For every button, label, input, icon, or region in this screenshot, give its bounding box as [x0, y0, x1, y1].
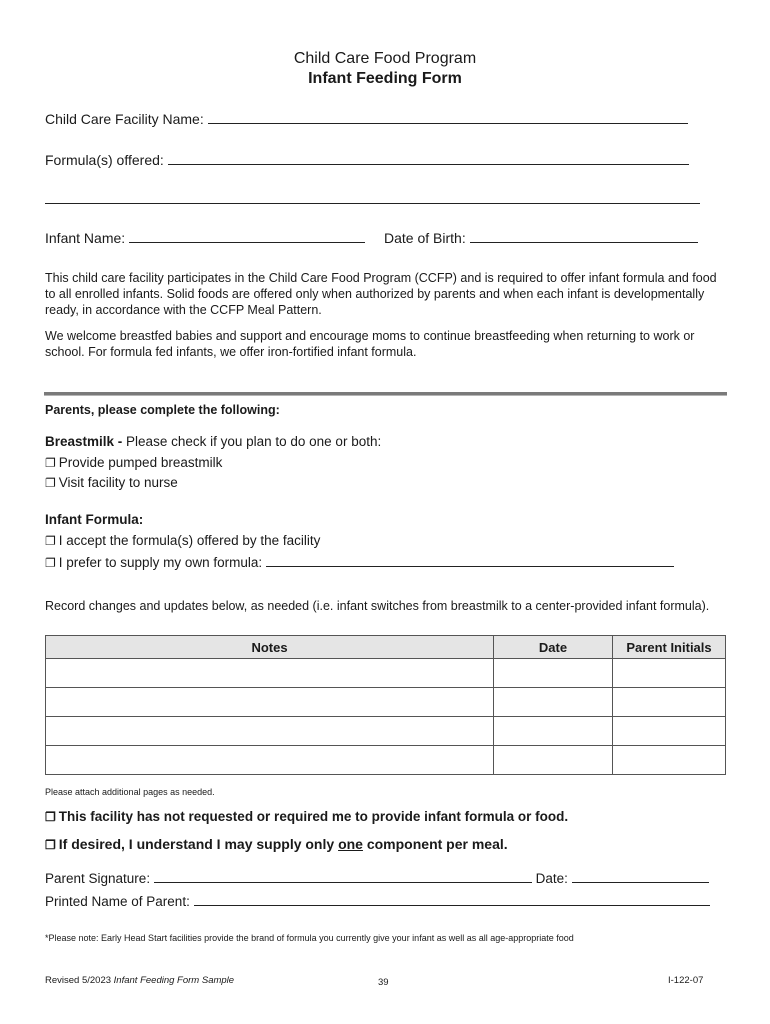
checkbox-icon[interactable]: ❐: [45, 556, 56, 570]
printed-name-blank[interactable]: [194, 892, 710, 906]
date-of-birth-field[interactable]: [384, 229, 698, 246]
date-cell[interactable]: [494, 688, 613, 717]
option-label: I prefer to supply my own formula:: [58, 555, 263, 570]
facility-name-field[interactable]: [45, 110, 688, 127]
initials-cell[interactable]: [613, 746, 726, 775]
formula-offered-blank-2[interactable]: [45, 190, 700, 204]
signature-date-label: Date:: [535, 871, 568, 886]
checkbox-icon[interactable]: ❐: [45, 534, 56, 548]
parent-signature-field[interactable]: [45, 869, 709, 886]
date-of-birth-label: Date of Birth:: [384, 230, 466, 246]
revision-date: Revised 5/2023: [45, 975, 112, 986]
table-header-row: [46, 636, 726, 659]
page-number: 39: [378, 977, 389, 988]
date-cell[interactable]: [494, 659, 613, 688]
footer-revision: [45, 975, 234, 986]
column-header-parent-initials: Parent Initials: [613, 636, 726, 659]
section-divider: [44, 392, 727, 396]
infant-formula-heading: Infant Formula:: [45, 512, 144, 527]
initials-cell[interactable]: [613, 659, 726, 688]
breastmilk-line: [45, 434, 381, 449]
option-pumped-breastmilk[interactable]: [45, 455, 222, 470]
head-start-note: *Please note: Early Head Start facilities provide the brand of formula you currently give your infant as well as all age-appropriate food: [45, 933, 574, 943]
attach-pages-note: Please attach additional pages as needed.: [45, 787, 215, 797]
form-sample-name: Infant Feeding Form Sample: [111, 975, 235, 986]
breastmilk-instruction: Please check if you plan to do one or both:: [122, 434, 382, 449]
notes-cell[interactable]: [46, 688, 494, 717]
notes-cell[interactable]: [46, 659, 494, 688]
option-supply-own-formula[interactable]: [45, 553, 674, 570]
own-formula-blank[interactable]: [266, 553, 674, 567]
table-row: [46, 717, 726, 746]
facility-name-label: Child Care Facility Name:: [45, 111, 204, 127]
statement-label: This facility has not requested or required me to provide infant formula or food.: [58, 809, 569, 824]
notes-cell[interactable]: [46, 746, 494, 775]
one-component-statement[interactable]: [45, 836, 508, 852]
statement-emphasis: one: [338, 836, 363, 852]
option-visit-to-nurse[interactable]: [45, 475, 178, 490]
infant-name-blank[interactable]: [129, 229, 365, 243]
changes-table: [45, 635, 726, 775]
infant-name-label: Infant Name:: [45, 230, 126, 246]
option-label: Provide pumped breastmilk: [58, 455, 223, 470]
formula-offered-label: Formula(s) offered:: [45, 152, 164, 168]
checkbox-icon[interactable]: ❐: [45, 476, 56, 490]
checkbox-icon[interactable]: ❐: [45, 810, 56, 824]
parent-signature-label: Parent Signature:: [45, 871, 151, 886]
intro-paragraph-2: We welcome breastfed babies and support and encourage moms to continue breastfeeding when returning to work or school. For formula fed infants, we offer iron-fortified infant formula.: [45, 329, 695, 359]
column-header-notes: Notes: [46, 636, 494, 659]
formula-offered-continued[interactable]: [45, 190, 700, 207]
printed-name-field[interactable]: [45, 892, 710, 909]
changes-intro: Record changes and updates below, as needed (i.e. infant switches from breastmilk to a center-provided infant formula).: [45, 599, 710, 613]
option-label: I accept the formula(s) offered by the facility: [58, 533, 321, 548]
printed-name-label: Printed Name of Parent:: [45, 894, 190, 909]
table-row: [46, 746, 726, 775]
initials-cell[interactable]: [613, 688, 726, 717]
date-cell[interactable]: [494, 746, 613, 775]
option-accept-facility-formula[interactable]: [45, 533, 320, 548]
checkbox-icon[interactable]: ❐: [45, 456, 56, 470]
table-row: [46, 659, 726, 688]
checkbox-icon[interactable]: ❐: [45, 838, 56, 852]
program-title: Child Care Food Program: [293, 50, 477, 67]
signature-date-blank[interactable]: [572, 869, 709, 883]
option-label: Visit facility to nurse: [58, 475, 178, 490]
parents-heading: Parents, please complete the following:: [45, 403, 280, 417]
date-of-birth-blank[interactable]: [470, 229, 698, 243]
statement-label-start: If desired, I understand I may supply only: [58, 836, 339, 852]
notes-cell[interactable]: [46, 717, 494, 746]
facility-name-blank[interactable]: [208, 110, 688, 124]
statement-label-end: component per meal.: [362, 836, 508, 852]
breastmilk-heading: Breastmilk -: [45, 434, 123, 449]
initials-cell[interactable]: [613, 717, 726, 746]
infant-name-field[interactable]: [45, 229, 365, 246]
parent-signature-blank[interactable]: [154, 869, 532, 883]
column-header-date: Date: [494, 636, 613, 659]
formula-offered-blank[interactable]: [168, 151, 689, 165]
table-row: [46, 688, 726, 717]
form-title: Infant Feeding Form: [308, 70, 462, 87]
intro-paragraph-1: This child care facility participates in the Child Care Food Program (CCFP) and is required to offer infant formula and food to all enrolled infants. Solid foods are offered only when authorized by parents and when each infant is developmentally ready, in accordance with the CCFP Meal Pattern.: [45, 271, 717, 317]
no-request-statement[interactable]: [45, 809, 568, 824]
form-code: I-122-07: [668, 975, 704, 986]
formula-offered-field[interactable]: [45, 151, 689, 168]
date-cell[interactable]: [494, 717, 613, 746]
